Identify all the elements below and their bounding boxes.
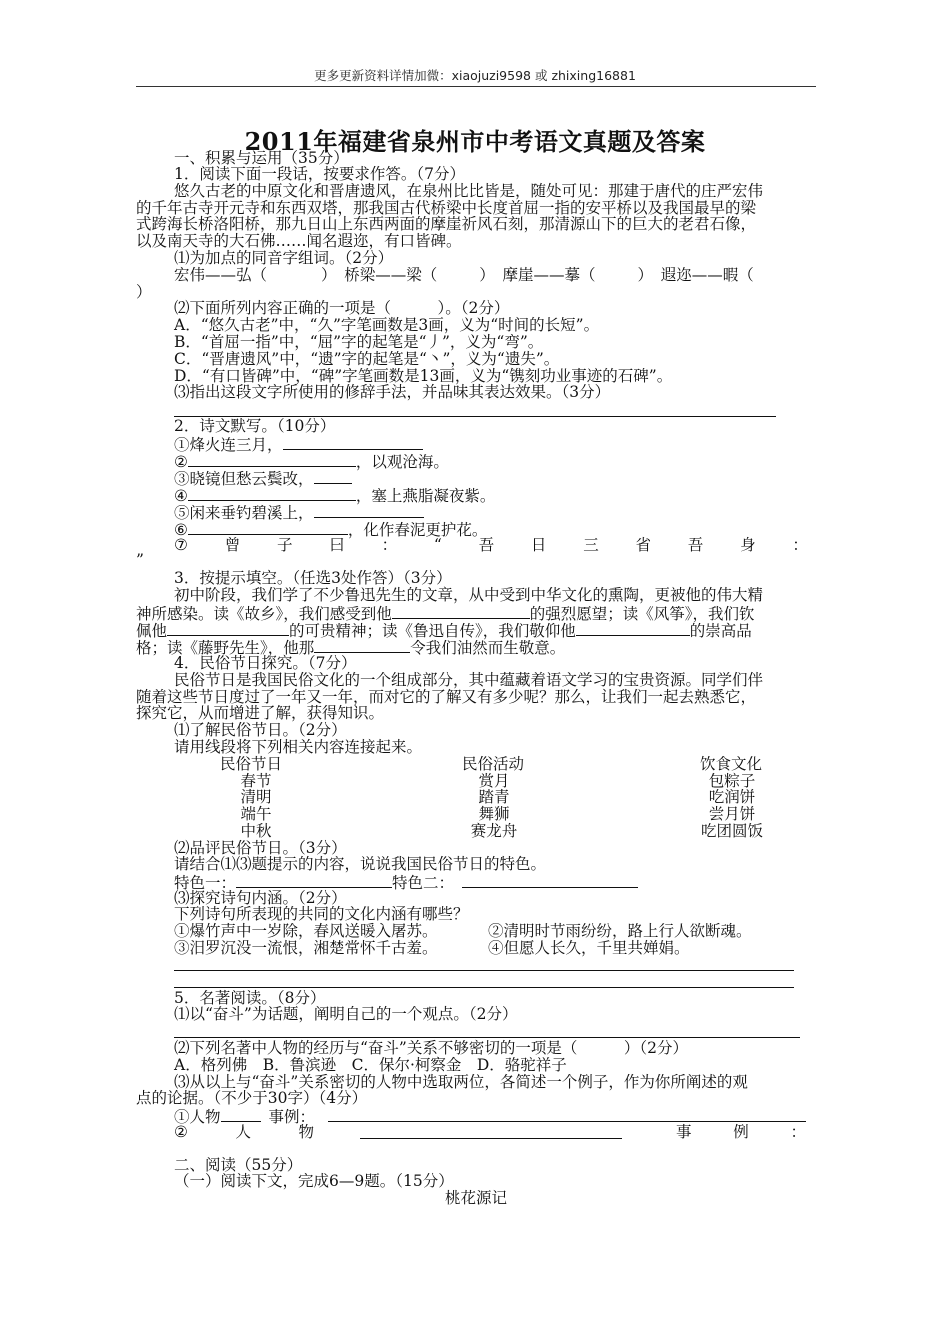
q4-sub1: ⑴了解民俗节日。（2分） — [174, 721, 347, 739]
fill-blank[interactable] — [283, 435, 423, 450]
q2-line-1-text: ①烽火连三月， — [174, 436, 283, 454]
q2-line-7-char: 日 — [530, 536, 547, 554]
q3-text: 的强烈愿望；读《风筝》，我们钦 — [529, 605, 755, 623]
q2-line-7-char: 曾 — [224, 536, 241, 554]
q2-line-7-char: 省 — [635, 536, 651, 554]
q5-sub3: ⑶从以上与“奋斗”关系密切的人物中选取两位，各简述一个例子，作为你所阐述的观 — [174, 1073, 748, 1091]
document-title: 2011年福建省泉州市中考语文真题及答案 — [244, 127, 706, 156]
q4-sub3: ⑶探究诗句内涵。（2分） — [174, 889, 347, 907]
row2-char: ② — [174, 1123, 188, 1141]
fill-blank[interactable] — [188, 452, 356, 467]
q2-line-7-char: ⑦ — [174, 536, 188, 554]
fill-blank[interactable] — [576, 621, 690, 636]
word-blank-2: ） 桥梁——梁（ — [321, 266, 438, 284]
q2-line-7-char: ： — [381, 536, 398, 554]
q3-text: 佩他 — [136, 622, 168, 640]
q2-line-2-text: ，以观沧海。 — [355, 453, 449, 471]
answer-line[interactable] — [174, 970, 794, 971]
q2-line-5-text: ⑤闲来垂钓碧溪上， — [174, 504, 314, 522]
q1-sub1: ⑴为加点的同音字组词。（2分） — [174, 249, 394, 267]
fill-blank[interactable] — [314, 503, 424, 518]
q1-sub2: ⑵下面所列内容正确的一项是（ ）。（2分） — [174, 299, 510, 317]
q2-line-3-text: ③晓镜但愁云鬓改， — [174, 470, 314, 488]
person-blank[interactable] — [360, 1138, 622, 1139]
feature-one-blank[interactable] — [236, 873, 392, 888]
q1-paragraph-line: 以及南天寺的大石佛……闻名遐迩，有口皆碑。 — [136, 232, 462, 250]
q4-sub3-instruction: 下列诗句所表现的共同的文化内涵有哪些？ — [174, 905, 469, 923]
q3-text: 的崇高品 — [689, 622, 752, 640]
q3-text-line: 初中阶段，我们学了不少鲁迅先生的文章，从中受到中华文化的熏陶，更被他的伟大精 — [174, 586, 764, 604]
q2-line-6-num: ⑥ — [174, 521, 188, 539]
festival-item[interactable]: 中秋 — [240, 822, 272, 840]
q1-paragraph-line: 式跨海长桥洛阳桥，那九日山上东西两面的摩崖祈风石刻，那清源山下的巨大的老君石像， — [136, 215, 757, 233]
q2-line-7-char: 吾 — [687, 536, 704, 554]
q2-line-7-char: 吾 — [478, 536, 495, 554]
fill-blank[interactable] — [314, 469, 352, 484]
q4-title: 4．民俗节日探究。（7分） — [174, 654, 357, 672]
q5-sub3-cont: 点的论据。（不少于30字）（4分） — [136, 1089, 368, 1107]
q1-option-c: C．“晋唐遗风”中，“遗”字的起笔是“丶”，义为“遗失”。 — [174, 350, 560, 368]
poem-line-3: ③汨罗沉没一流恨，湘楚常怀千古羞。 — [174, 939, 438, 957]
fill-blank[interactable] — [167, 621, 289, 636]
feature-two-label: 特色二： — [392, 874, 455, 892]
q3-text: 令我们油然而生敬意。 — [410, 639, 566, 657]
row2-char: 事 — [676, 1123, 692, 1141]
word-blank-1: 宏伟——弘（ — [174, 266, 268, 284]
food-item[interactable]: 尝月饼 — [708, 805, 756, 823]
example-blank[interactable] — [328, 1121, 806, 1122]
q5-sub1: ⑴以“奋斗”为话题，阐明自己的一个观点。（2分） — [174, 1005, 518, 1023]
poem-line-4: ④但愿人长久，千里共婵娟。 — [488, 939, 690, 957]
example-label: 事例： — [268, 1108, 316, 1126]
q5-row-2-right — [676, 1124, 806, 1141]
q3-text: 的可贵精神；读《鲁迅自传》，我们敬仰他 — [289, 622, 576, 640]
q5-row-2-left — [174, 1124, 314, 1141]
reading-subsection: （一）阅读下文，完成6—9题。（15分） — [174, 1172, 454, 1190]
header-divider — [136, 86, 816, 87]
table-header-activity: 民俗活动 — [461, 755, 524, 773]
q3-title: 3．按提示填空。（任选3处作答）（3分） — [174, 569, 452, 587]
answer-line[interactable] — [174, 987, 794, 988]
q2-line-7-char: 三 — [583, 536, 599, 554]
fill-blank[interactable] — [314, 638, 410, 653]
q5-sub2-options: A．格列佛 B．鲁滨逊 C．保尔·柯察金 D．骆驼祥子 — [174, 1056, 567, 1074]
q1-title: 1．阅读下面一段话，按要求作答。（7分） — [174, 165, 465, 183]
food-item[interactable]: 吃团圆饭 — [700, 822, 763, 840]
poem-line-2: ②清明时节雨纷纷，路上行人欲断魂。 — [488, 922, 752, 940]
q1-sub3: ⑶指出这段文字所使用的修辞手法，并品味其表达效果。（3分） — [174, 383, 611, 401]
q4-paragraph-line: 随着这些节日度过了一年又一年，而对它的了解又有多少呢？那么，让我们一起去熟悉它， — [136, 688, 757, 706]
q2-line-7-char: 曰 — [329, 536, 345, 554]
q2-line-4-text: ，塞上燕脂凝夜紫。 — [355, 487, 496, 505]
poem-line-1: ①爆竹声中一岁除，春风送暖入屠苏。 — [174, 922, 438, 940]
q4-sub1-instruction: 请用线段将下列相关内容连接起来。 — [174, 738, 423, 756]
fill-blank[interactable] — [188, 520, 348, 535]
festival-item[interactable]: 清明 — [240, 788, 272, 806]
row2-char: 物 — [298, 1123, 314, 1141]
q1-paragraph-line: 悠久古老的中原文化和晋唐遗风，在泉州比比皆是，随处可见：那建于唐代的庄严宏伟 — [174, 182, 764, 200]
food-item[interactable]: 吃润饼 — [708, 788, 756, 806]
q2-line-7-char: 子 — [276, 536, 293, 554]
q4-sub2: ⑵品评民俗节日。（3分） — [174, 839, 347, 857]
q2-title: 2．诗文默写。（10分） — [174, 417, 336, 435]
page-header-note: 更多更新资料详情加微：xiaojuzi9598 或 zhixing16881 — [314, 68, 636, 83]
q1-option-b: B．“首屈一指”中，“屈”字的起笔是“丿”，义为“弯”。 — [174, 333, 544, 351]
activity-item[interactable]: 赏月 — [478, 772, 510, 790]
q5-sub2: ⑵下列名著中人物的经历与“奋斗”关系不够密切的一项是（ ）（2分） — [174, 1039, 688, 1057]
q1-option-a: A．“悠久古老”中，“久”字笔画数是3画，义为“时间的长短”。 — [174, 316, 600, 334]
q2-line-7-close: ” — [136, 551, 144, 569]
person-label: ①人物 — [174, 1108, 221, 1126]
row2-char: 例 — [733, 1123, 749, 1141]
feature-two-blank[interactable] — [462, 873, 638, 888]
person-blank[interactable] — [221, 1107, 261, 1122]
q1-option-d: D．“有口皆碑”中，“碑”字笔画数是13画，义为“镌刻功业事迹的石碑”。 — [174, 367, 673, 385]
festival-item[interactable]: 端午 — [240, 805, 272, 823]
activity-item[interactable]: 赛龙舟 — [470, 822, 518, 840]
section1-heading: 一、积累与运用（35分） — [174, 149, 349, 167]
q1-paragraph-line: 的千年古寺开元寺和东西双塔，那我国古代桥梁中长度首屈一指的安平桥以及我国最早的梁 — [136, 199, 757, 217]
q5-title: 5．名著阅读。（8分） — [174, 989, 326, 1007]
answer-line[interactable] — [174, 1037, 800, 1038]
festival-item[interactable]: 春节 — [240, 772, 272, 790]
feature-one-label: 特色一： — [174, 874, 237, 892]
q4-sub2-instruction: 请结合⑴⑶题提示的内容，说说我国民俗节日的特色。 — [174, 855, 547, 873]
article-title: 桃花源记 — [444, 1189, 507, 1207]
word-blank-4: ） 遐迩——暇（ — [637, 266, 754, 284]
q3-text: 格；读《藤野先生》，他那 — [136, 639, 315, 657]
q2-line-6-text: ，化作春泥更护花。 — [347, 521, 488, 539]
q4-paragraph-line: 探究它，从而增进了解，获得知识。 — [136, 704, 385, 722]
row2-char: ： — [790, 1123, 806, 1141]
table-header-food: 饮食文化 — [699, 755, 762, 773]
q1-sub1-words — [174, 267, 816, 284]
row2-char: 人 — [235, 1123, 251, 1141]
q2-line-2-num: ② — [174, 453, 188, 471]
q2-line-7-char: 身 — [740, 536, 756, 554]
section2-heading: 二、阅读（55分） — [174, 1156, 303, 1174]
q2-line-7-char: ： — [792, 536, 808, 554]
activity-item[interactable]: 踏青 — [478, 788, 510, 806]
fill-blank[interactable] — [392, 604, 530, 619]
q3-text: 神所感染。读《故乡》，我们感受到他 — [136, 605, 392, 623]
fill-blank[interactable] — [188, 486, 356, 501]
q2-line-4-num: ④ — [174, 487, 188, 505]
q1-sub1-close: ） — [136, 283, 152, 301]
activity-item[interactable]: 舞狮 — [478, 805, 510, 823]
word-blank-3: ） 摩崖——摹（ — [479, 266, 596, 284]
food-item[interactable]: 包粽子 — [708, 772, 756, 790]
q4-paragraph-line: 民俗节日是我国民俗文化的一个组成部分，其中蕴藏着语文学习的宝贵资源。同学们伴 — [174, 671, 764, 689]
q2-line-7-char: “ — [433, 536, 442, 554]
table-header-festival: 民俗节日 — [219, 755, 282, 773]
